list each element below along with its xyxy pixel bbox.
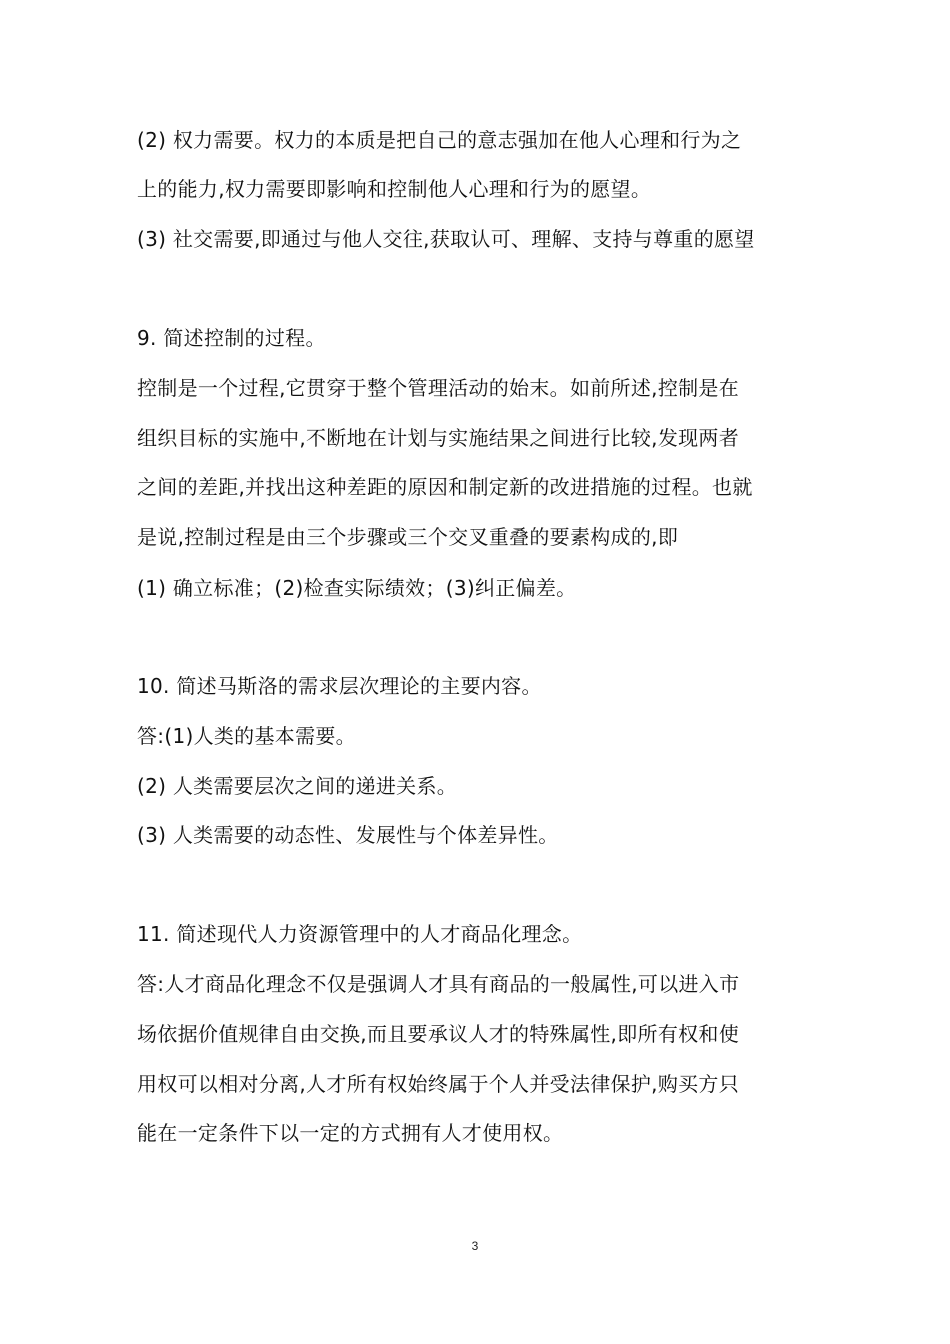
text-line: 用权可以相对分离,人才所有权始终属于个人并受法律保护,购买方只: [137, 1072, 740, 1096]
text-line: (3) 社交需要,即通过与他人交往,获取认可、理解、支持与尊重的愿望: [137, 227, 755, 251]
text-line: 控制是一个过程,它贯穿于整个管理活动的始末。如前所述,控制是在: [137, 376, 740, 400]
question-heading: 11. 简述现代人力资源管理中的人才商品化理念。: [137, 922, 583, 946]
text-line: 组织目标的实施中,不断地在计划与实施结果之间进行比较,发现两者: [137, 426, 740, 450]
text-line: (1) 确立标准；(2)检查实际绩效；(3)纠正偏差。: [137, 576, 577, 600]
text-line: 上的能力,权力需要即影响和控制他人心理和行为的愿望。: [137, 177, 652, 201]
text-line: (3) 人类需要的动态性、发展性与个体差异性。: [137, 823, 559, 847]
text-line: (2) 人类需要层次之间的递进关系。: [137, 774, 458, 798]
text-line: 答:人才商品化理念不仅是强调人才具有商品的一般属性,可以进入市: [137, 972, 740, 996]
text-line: 是说,控制过程是由三个步骤或三个交叉重叠的要素构成的,即: [137, 525, 679, 549]
question-heading: 9. 简述控制的过程。: [137, 326, 326, 350]
text-line: 答:(1)人类的基本需要。: [137, 724, 356, 748]
text-line: (2) 权力需要。权力的本质是把自己的意志强加在他人心理和行为之: [137, 128, 742, 152]
text-line: 能在一定条件下以一定的方式拥有人才使用权。: [137, 1121, 564, 1145]
page-number: 3: [471, 1239, 479, 1253]
text-line: 场依据价值规律自由交换,而且要承议人才的特殊属性,即所有权和使: [137, 1022, 740, 1046]
text-line: 之间的差距,并找出这种差距的原因和制定新的改进措施的过程。也就: [137, 475, 753, 499]
question-heading: 10. 简述马斯洛的需求层次理论的主要内容。: [137, 674, 542, 698]
